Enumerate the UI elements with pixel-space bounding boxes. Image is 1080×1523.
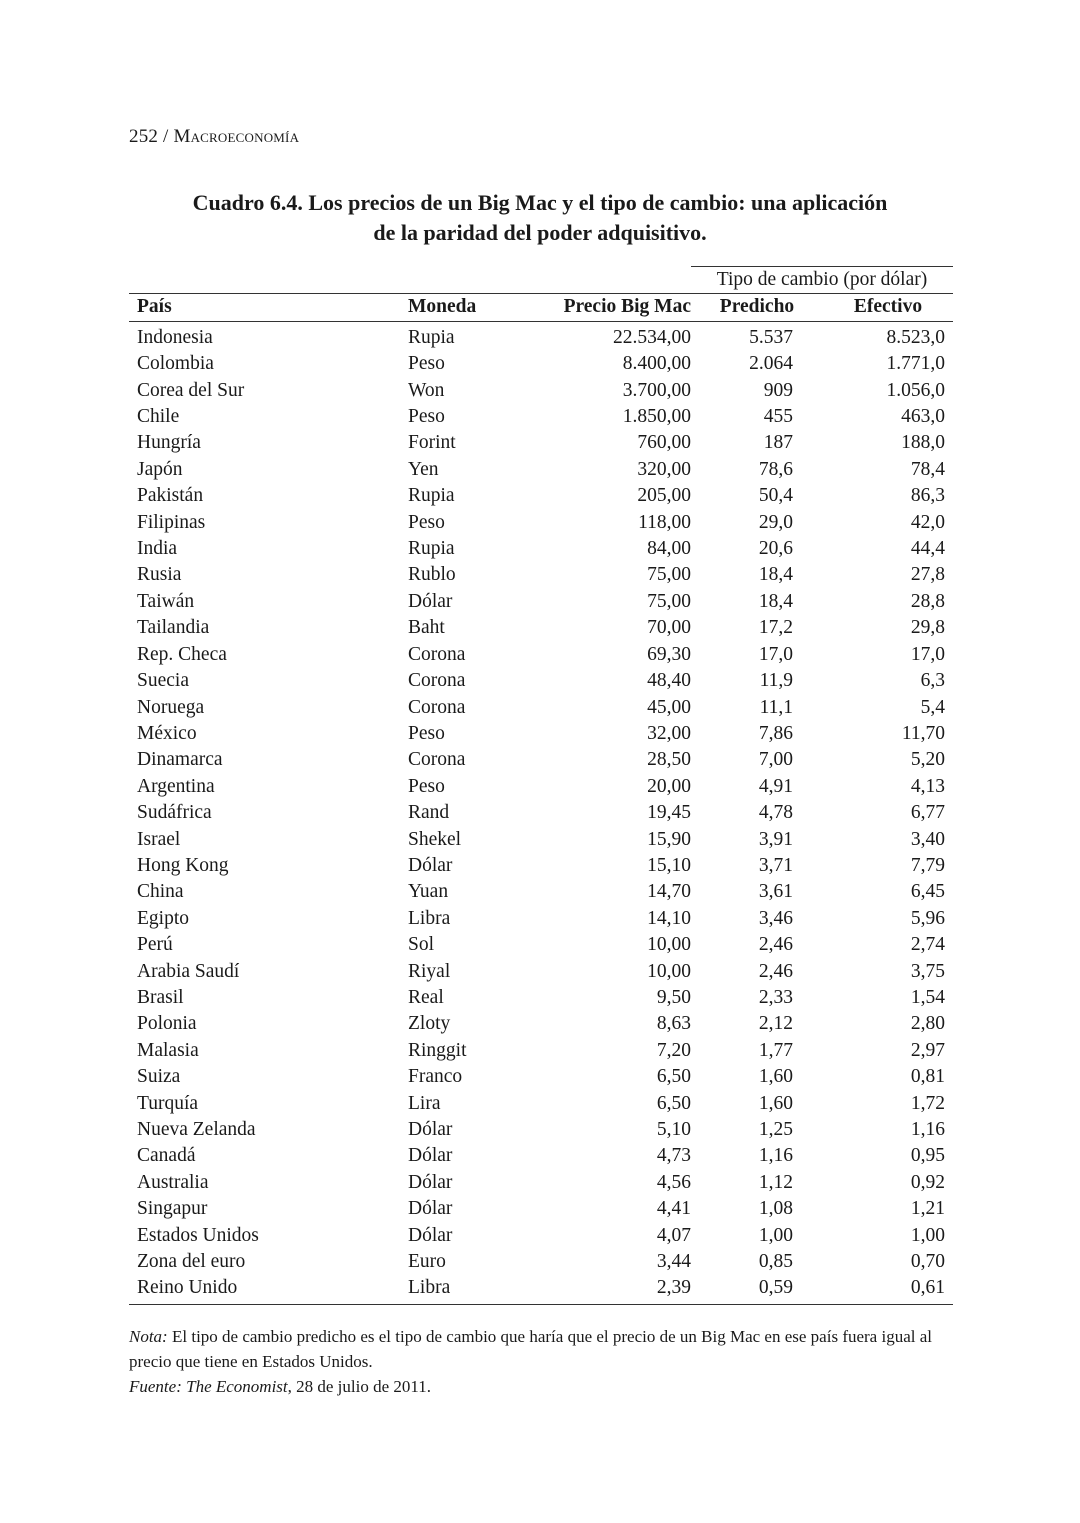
cell-precio: 48,40	[647, 670, 691, 692]
table-title-line-1: Cuadro 6.4. Los precios de un Big Mac y el tipo de cambio: una aplicación	[192, 190, 888, 215]
cell-efectivo: 17,0	[910, 643, 945, 665]
cell-predicho: 3,61	[758, 881, 793, 903]
cell-moneda: Real	[408, 986, 444, 1008]
table-row	[129, 483, 953, 509]
cell-predicho: 455	[763, 406, 793, 428]
cell-predicho: 78,6	[758, 458, 793, 480]
table-row	[129, 747, 953, 773]
cell-precio: 9,50	[656, 986, 691, 1008]
table-row	[129, 668, 953, 694]
cell-predicho: 2,33	[758, 986, 793, 1008]
cell-predicho: 4,91	[758, 775, 793, 797]
cell-efectivo: 4,13	[910, 775, 945, 797]
cell-moneda: Dólar	[408, 590, 453, 612]
cell-pais: Zona del euro	[137, 1251, 246, 1273]
exchange-rate-group-header: Tipo de cambio (por dólar)	[691, 267, 953, 294]
cell-moneda: Lira	[408, 1092, 441, 1114]
table-row	[129, 1091, 953, 1117]
cell-predicho: 17,0	[758, 643, 793, 665]
cell-precio: 45,00	[647, 696, 691, 718]
cell-predicho: 11,1	[759, 696, 793, 718]
cell-efectivo: 463,0	[901, 406, 945, 428]
cell-moneda: Corona	[408, 670, 466, 692]
cell-efectivo: 29,8	[910, 617, 945, 639]
cell-precio: 6,50	[656, 1066, 691, 1088]
cell-precio: 10,00	[647, 934, 691, 956]
cell-moneda: Dólar	[408, 1119, 453, 1140]
cell-pais: India	[137, 538, 178, 560]
cell-predicho: 18,4	[758, 590, 793, 612]
cell-precio: 15,90	[647, 828, 691, 850]
cell-predicho: 17,2	[758, 617, 793, 639]
table-row	[129, 800, 953, 826]
table-body	[129, 321, 953, 1304]
cell-pais: Nueva Zelanda	[137, 1119, 256, 1140]
cell-pais: Suiza	[137, 1066, 181, 1088]
cell-moneda: Euro	[408, 1251, 446, 1273]
cell-pais: Singapur	[137, 1198, 208, 1220]
cell-predicho: 7,86	[758, 722, 793, 744]
big-mac-table	[129, 266, 953, 1305]
cell-efectivo: 0,61	[823, 1275, 953, 1304]
cell-efectivo: 0,70	[910, 1251, 945, 1273]
cell-efectivo: 6,3	[920, 670, 945, 692]
cell-moneda: Rupia	[408, 326, 455, 348]
column-header-row	[129, 294, 953, 321]
cell-efectivo: 0,95	[910, 1145, 945, 1167]
table-row	[129, 1064, 953, 1090]
cell-predicho: 2,46	[758, 960, 793, 982]
cell-moneda: Peso	[408, 722, 445, 744]
header-efectivo: Efectivo	[823, 294, 953, 321]
cell-precio: 69,30	[647, 643, 691, 665]
page-number: 252	[129, 126, 159, 147]
cell-efectivo: 42,0	[910, 511, 945, 533]
table-row	[129, 457, 953, 483]
cell-pais: Rusia	[137, 564, 182, 586]
cell-moneda: Rupia	[408, 485, 455, 507]
table-row	[129, 1011, 953, 1037]
cell-predicho: 18,4	[758, 564, 793, 586]
cell-precio: 4,73	[656, 1145, 691, 1167]
cell-precio: 75,00	[647, 590, 691, 612]
cell-efectivo: 1,00	[910, 1224, 945, 1246]
cell-pais: Filipinas	[137, 511, 206, 533]
table-row	[129, 774, 953, 800]
cell-precio: 3.700,00	[622, 379, 691, 401]
cell-efectivo: 1,72	[910, 1092, 945, 1114]
cell-pais: China	[137, 881, 184, 903]
table-row	[129, 1117, 953, 1143]
cell-efectivo: 2,80	[910, 1013, 945, 1035]
cell-precio: 118,00	[638, 511, 691, 533]
cell-predicho: 1,77	[758, 1039, 793, 1061]
cell-pais: Australia	[137, 1171, 209, 1193]
cell-efectivo: 1.056,0	[886, 379, 945, 401]
cell-moneda: Dólar	[408, 1145, 453, 1167]
cell-predicho: 187	[763, 432, 793, 454]
table-row	[129, 351, 953, 377]
table-row	[129, 562, 953, 588]
cell-moneda: Yuan	[408, 881, 449, 903]
cell-precio: 70,00	[647, 617, 691, 639]
cell-predicho: 29,0	[758, 511, 793, 533]
table-row	[129, 827, 953, 853]
cell-efectivo: 11,70	[901, 722, 945, 744]
cell-pais: Hong Kong	[137, 854, 229, 876]
cell-predicho: 3,91	[758, 828, 793, 850]
cell-moneda: Baht	[408, 617, 445, 639]
cell-moneda: Rupia	[408, 538, 455, 560]
source-publication: The Economist	[186, 1377, 288, 1396]
cell-efectivo: 8.523,0	[886, 326, 945, 348]
header-predicho: Predicho	[691, 294, 823, 321]
cell-pais: Israel	[137, 828, 181, 850]
source	[129, 1374, 959, 1399]
table-row	[129, 642, 953, 668]
cell-moneda: Riyal	[408, 960, 451, 982]
cell-moneda: Yen	[408, 458, 439, 480]
cell-predicho: 3,46	[758, 907, 793, 929]
table-row	[129, 404, 953, 430]
cell-moneda: Peso	[408, 353, 445, 375]
cell-moneda: Won	[408, 379, 445, 401]
cell-precio: 84,00	[647, 538, 691, 560]
cell-pais: Chile	[137, 406, 180, 428]
cell-precio: 4,56	[656, 1171, 691, 1193]
table-row	[129, 378, 953, 404]
table-row	[129, 1249, 953, 1275]
cell-pais: Indonesia	[137, 326, 213, 348]
table-row	[129, 615, 953, 641]
table-row	[129, 1170, 953, 1196]
cell-pais: Canadá	[137, 1145, 196, 1167]
cell-efectivo: 1,16	[910, 1119, 945, 1140]
cell-pais: Estados Unidos	[137, 1224, 259, 1246]
cell-predicho: 4,78	[758, 802, 793, 824]
table-row	[129, 1275, 953, 1304]
cell-precio: 19,45	[647, 802, 691, 824]
table-row	[129, 1223, 953, 1249]
header-precio: Precio Big Mac	[528, 294, 691, 321]
cell-pais: Noruega	[137, 696, 205, 718]
cell-efectivo: 5,96	[910, 907, 945, 929]
cell-moneda: Dólar	[408, 1198, 453, 1220]
cell-predicho: 1,25	[758, 1119, 793, 1140]
cell-precio: 3,44	[656, 1251, 691, 1273]
cell-precio: 22.534,00	[613, 326, 691, 348]
cell-moneda: Sol	[408, 934, 435, 956]
cell-predicho: 1,12	[758, 1171, 793, 1193]
cell-efectivo: 6,45	[910, 881, 945, 903]
cell-precio: 320,00	[637, 458, 691, 480]
cell-pais: Argentina	[137, 775, 215, 797]
cell-precio: 6,50	[656, 1092, 691, 1114]
table-row	[129, 430, 953, 456]
cell-precio: 28,50	[647, 749, 691, 771]
cell-predicho: 2,12	[758, 1013, 793, 1035]
cell-pais: Dinamarca	[137, 749, 223, 771]
source-date: , 28 de julio de 2011.	[287, 1377, 432, 1396]
cell-moneda: Ringgit	[408, 1039, 467, 1061]
group-header-row	[129, 267, 953, 294]
table-row	[129, 695, 953, 721]
running-head	[129, 126, 299, 148]
cell-pais: Brasil	[137, 986, 184, 1008]
table-row	[129, 1196, 953, 1222]
cell-pais: Hungría	[137, 432, 201, 454]
book-title: Macroeconomía	[173, 126, 300, 147]
cell-efectivo: 0,92	[910, 1171, 945, 1193]
table-row	[129, 721, 953, 747]
cell-predicho: 2.064	[749, 353, 793, 375]
cell-efectivo: 5,4	[920, 696, 945, 718]
cell-efectivo: 2,97	[910, 1039, 945, 1061]
table-row	[129, 510, 953, 536]
cell-precio: 8.400,00	[622, 353, 691, 375]
cell-pais: Tailandia	[137, 617, 210, 639]
cell-pais: Reino Unido	[129, 1275, 408, 1304]
cell-precio: 2,39	[528, 1275, 691, 1304]
cell-precio: 10,00	[647, 960, 691, 982]
header-moneda: Moneda	[408, 294, 528, 321]
table-title	[100, 188, 980, 248]
cell-moneda: Shekel	[408, 828, 462, 850]
cell-moneda: Dólar	[408, 1224, 453, 1246]
cell-precio: 4,41	[656, 1198, 691, 1220]
cell-precio: 5,10	[656, 1119, 691, 1140]
cell-moneda: Rublo	[408, 564, 456, 586]
cell-precio: 14,70	[647, 881, 691, 903]
cell-precio: 20,00	[647, 775, 691, 797]
cell-pais: Perú	[137, 934, 173, 956]
cell-pais: Malasia	[137, 1039, 199, 1061]
cell-moneda: Dólar	[408, 1171, 453, 1193]
cell-moneda: Corona	[408, 696, 466, 718]
cell-moneda: Forint	[408, 432, 456, 454]
cell-predicho: 1,16	[758, 1145, 793, 1167]
table-row	[129, 906, 953, 932]
cell-precio: 75,00	[647, 564, 691, 586]
cell-moneda: Peso	[408, 775, 445, 797]
cell-moneda: Zloty	[408, 1013, 451, 1035]
cell-predicho: 1,08	[758, 1198, 793, 1220]
cell-moneda: Peso	[408, 406, 445, 428]
cell-predicho: 0,59	[691, 1275, 823, 1304]
cell-precio: 32,00	[647, 722, 691, 744]
cell-predicho: 1,00	[758, 1224, 793, 1246]
table-notes	[129, 1324, 959, 1399]
cell-moneda: Corona	[408, 749, 466, 771]
cell-precio: 4,07	[656, 1224, 691, 1246]
cell-predicho: 50,4	[758, 485, 793, 507]
cell-pais: Corea del Sur	[137, 379, 245, 401]
cell-pais: Suecia	[137, 670, 189, 692]
table-row	[129, 1038, 953, 1064]
table-row	[129, 879, 953, 905]
cell-pais: Sudáfrica	[137, 802, 212, 824]
cell-efectivo: 78,4	[910, 458, 945, 480]
note-text: El tipo de cambio predicho es el tipo de cambio que haría que el precio de un Big Mac en ese país fuera igual al precio que tiene en Estados Unidos.	[129, 1327, 932, 1371]
cell-pais: Japón	[137, 458, 183, 480]
table-title-line-2: de la paridad del poder adquisitivo.	[373, 220, 707, 245]
table-row	[129, 1143, 953, 1169]
cell-pais: Colombia	[137, 353, 214, 375]
cell-efectivo: 0,81	[910, 1066, 945, 1088]
table-row	[129, 589, 953, 615]
cell-pais: Rep. Checa	[137, 643, 227, 665]
cell-predicho: 20,6	[758, 538, 793, 560]
cell-precio: 760,00	[637, 432, 691, 454]
cell-moneda: Corona	[408, 643, 466, 665]
cell-efectivo: 2,74	[910, 934, 945, 956]
cell-efectivo: 3,75	[910, 960, 945, 982]
table-row	[129, 959, 953, 985]
cell-predicho: 909	[763, 379, 793, 401]
cell-precio: 8,63	[656, 1013, 691, 1035]
cell-predicho: 1,60	[758, 1092, 793, 1114]
cell-moneda: Libra	[408, 1275, 528, 1304]
cell-efectivo: 44,4	[910, 538, 945, 560]
cell-moneda: Peso	[408, 511, 445, 533]
cell-precio: 1.850,00	[622, 406, 691, 428]
running-head-separator: /	[158, 126, 174, 147]
source-label: Fuente:	[129, 1377, 182, 1396]
table-row	[129, 932, 953, 958]
cell-efectivo: 7,79	[910, 854, 945, 876]
cell-predicho: 5.537	[749, 326, 793, 348]
cell-efectivo: 6,77	[910, 802, 945, 824]
cell-efectivo: 28,8	[910, 590, 945, 612]
cell-precio: 205,00	[637, 485, 691, 507]
cell-efectivo: 188,0	[901, 432, 945, 454]
cell-efectivo: 1,54	[910, 986, 945, 1008]
cell-pais: Turquía	[137, 1092, 199, 1114]
cell-predicho: 3,71	[758, 854, 793, 876]
note-label: Nota:	[129, 1327, 168, 1346]
cell-pais: Taiwán	[137, 590, 195, 612]
cell-precio: 7,20	[656, 1039, 691, 1061]
cell-precio: 14,10	[647, 907, 691, 929]
cell-predicho: 0,85	[758, 1251, 793, 1273]
cell-moneda: Franco	[408, 1066, 463, 1088]
cell-moneda: Libra	[408, 907, 451, 929]
cell-predicho: 1,60	[758, 1066, 793, 1088]
cell-pais: Polonia	[137, 1013, 197, 1035]
table-row	[129, 985, 953, 1011]
table-row	[129, 321, 953, 351]
cell-efectivo: 1,21	[910, 1198, 945, 1220]
cell-pais: Egipto	[137, 907, 189, 929]
table-row	[129, 536, 953, 562]
cell-pais: México	[137, 722, 197, 744]
cell-pais: Arabia Saudí	[137, 960, 240, 982]
cell-predicho: 7,00	[758, 749, 793, 771]
cell-moneda: Rand	[408, 802, 450, 824]
note	[129, 1324, 959, 1374]
cell-efectivo: 86,3	[910, 485, 945, 507]
cell-efectivo: 1.771,0	[886, 353, 945, 375]
header-pais: País	[129, 294, 408, 321]
cell-predicho: 2,46	[758, 934, 793, 956]
cell-predicho: 11,9	[759, 670, 793, 692]
cell-efectivo: 3,40	[910, 828, 945, 850]
cell-efectivo: 5,20	[910, 749, 945, 771]
cell-moneda: Dólar	[408, 854, 453, 876]
cell-pais: Pakistán	[137, 485, 204, 507]
cell-precio: 15,10	[647, 854, 691, 876]
table-row	[129, 853, 953, 879]
cell-efectivo: 27,8	[910, 564, 945, 586]
